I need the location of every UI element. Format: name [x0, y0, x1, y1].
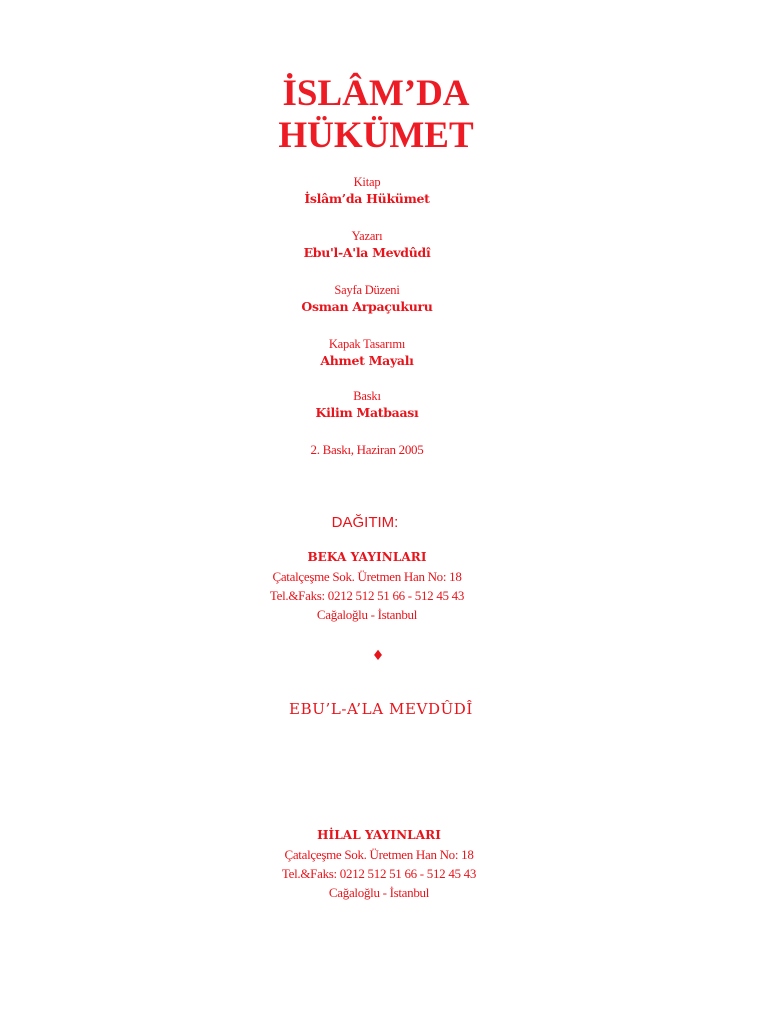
credit-book — [0, 174, 734, 208]
diamond-ornament-icon: ♦ — [371, 648, 385, 664]
publisher-city: Cağaloğlu - İstanbul — [316, 607, 418, 622]
credit-label: Kapak Tasarımı — [328, 337, 406, 351]
publisher-hilal — [0, 826, 758, 902]
credit-label: Kitap — [353, 175, 381, 189]
distribution-heading: DAĞITIM: — [331, 514, 399, 531]
book-title-line-1: İSLÂM’DA — [282, 73, 470, 114]
credit-value: Kilim Matbaası — [315, 405, 419, 420]
credit-printing — [0, 388, 734, 422]
credit-value: Ahmet Mayalı — [320, 353, 414, 368]
publisher-name: BEKA YAYINLARI — [307, 550, 427, 564]
publisher-beka — [0, 548, 734, 624]
credit-layout — [0, 282, 734, 316]
credit-cover-design — [0, 336, 734, 370]
author-name-caps: EBU’L-A’LA MEVDÛDÎ — [289, 700, 473, 718]
credit-label: Sayfa Düzeni — [334, 283, 400, 297]
publisher-city: Cağaloğlu - İstanbul — [328, 885, 430, 900]
publisher-phone: Tel.&Faks: 0212 512 51 66 - 512 45 43 — [281, 866, 477, 881]
publisher-address: Çatalçeşme Sok. Üretmen Han No: 18 — [284, 847, 474, 862]
publisher-name: HİLAL YAYINLARI — [317, 828, 441, 842]
credit-label: Baskı — [353, 389, 381, 403]
credit-value: Osman Arpaçukuru — [301, 299, 433, 314]
publisher-phone: Tel.&Faks: 0212 512 51 66 - 512 45 43 — [269, 588, 465, 603]
credit-value: İslâm’da Hükümet — [304, 191, 430, 206]
credit-label: Yazarı — [351, 229, 383, 243]
credit-author — [0, 228, 734, 262]
edition-info: 2. Baskı, Haziran 2005 — [310, 442, 424, 457]
publisher-address: Çatalçeşme Sok. Üretmen Han No: 18 — [272, 569, 462, 584]
book-title-line-2: HÜKÜMET — [278, 115, 474, 156]
credit-value: Ebu'l-A'la Mevdûdî — [303, 245, 431, 260]
